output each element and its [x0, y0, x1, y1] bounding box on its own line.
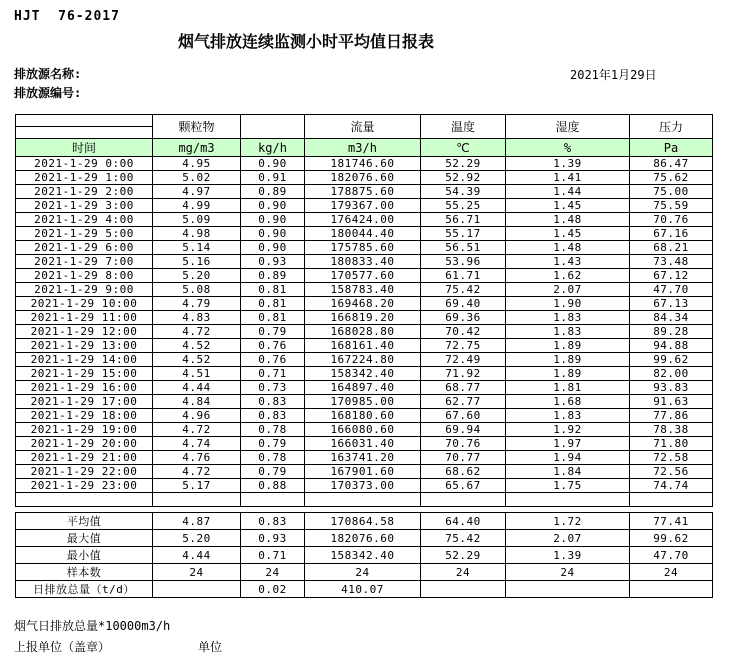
table-cell: 52.29: [421, 157, 506, 171]
table-cell: 0.81: [241, 311, 305, 325]
table-cell: 最大值: [16, 530, 153, 547]
table-cell: 5.20: [153, 269, 241, 283]
table-cell: 84.34: [630, 311, 713, 325]
table-row: [16, 423, 713, 437]
table-cell: 2021-1-29 18:00: [16, 409, 153, 423]
table-cell: 180833.40: [305, 255, 421, 269]
monitoring-table: [15, 114, 713, 507]
header-pressure: 压力: [630, 115, 713, 139]
table-cell: 4.52: [153, 353, 241, 367]
table-cell: 0.76: [241, 339, 305, 353]
table-cell: 68.77: [421, 381, 506, 395]
table-cell: 2021-1-29 19:00: [16, 423, 153, 437]
table-cell: [630, 493, 713, 507]
table-cell: 平均值: [16, 513, 153, 530]
table-row: [16, 581, 713, 598]
table-cell: 180044.40: [305, 227, 421, 241]
table-cell: 4.97: [153, 185, 241, 199]
table-cell: 2021-1-29 9:00: [16, 283, 153, 297]
table-cell: 4.72: [153, 325, 241, 339]
table-cell: 69.94: [421, 423, 506, 437]
table-cell: 2021-1-29 16:00: [16, 381, 153, 395]
table-cell: 4.44: [153, 547, 241, 564]
table-cell: 70.76: [421, 437, 506, 451]
table-cell: 1.83: [506, 311, 630, 325]
table-cell: 1.45: [506, 199, 630, 213]
table-row: [16, 381, 713, 395]
table-cell: 93.83: [630, 381, 713, 395]
table-cell: 2021-1-29 13:00: [16, 339, 153, 353]
table-cell: 69.40: [421, 297, 506, 311]
table-cell: 1.84: [506, 465, 630, 479]
table-cell: 1.62: [506, 269, 630, 283]
summary-table: [15, 512, 713, 598]
table-cell: 4.74: [153, 437, 241, 451]
table-cell: 0.90: [241, 199, 305, 213]
table-cell: 67.16: [630, 227, 713, 241]
table-cell: 0.73: [241, 381, 305, 395]
table-row: [16, 395, 713, 409]
table-cell: 2021-1-29 17:00: [16, 395, 153, 409]
unit-kg-h: kg/h: [241, 139, 305, 157]
table-cell: 62.77: [421, 395, 506, 409]
table-cell: 70.77: [421, 451, 506, 465]
table-cell: 2.07: [506, 530, 630, 547]
table-cell: 2021-1-29 23:00: [16, 479, 153, 493]
table-cell: 1.41: [506, 171, 630, 185]
table-cell: 410.07: [305, 581, 421, 598]
header-time: 时间: [16, 139, 153, 157]
table-cell: 1.72: [506, 513, 630, 530]
table-cell: 0.83: [241, 395, 305, 409]
table-cell: 68.21: [630, 241, 713, 255]
table-cell: [421, 493, 506, 507]
table-row: [16, 227, 713, 241]
table-cell: 170373.00: [305, 479, 421, 493]
table-cell: 166080.60: [305, 423, 421, 437]
table-cell: 1.75: [506, 479, 630, 493]
table-cell: 2021-1-29 8:00: [16, 269, 153, 283]
table-cell: 182076.60: [305, 530, 421, 547]
table-cell: 0.89: [241, 185, 305, 199]
table-cell: 1.44: [506, 185, 630, 199]
table-cell: 2021-1-29 5:00: [16, 227, 153, 241]
table-cell: 64.40: [421, 513, 506, 530]
table-cell: 4.87: [153, 513, 241, 530]
table-cell: 4.83: [153, 311, 241, 325]
table-cell: 0.81: [241, 297, 305, 311]
table-cell: 0.83: [241, 513, 305, 530]
table-cell: 0.88: [241, 479, 305, 493]
table-cell: 163741.20: [305, 451, 421, 465]
table-row: [16, 367, 713, 381]
report-table-area: [15, 114, 714, 598]
table-cell: 0.79: [241, 465, 305, 479]
table-cell: 5.16: [153, 255, 241, 269]
table-cell: 176424.00: [305, 213, 421, 227]
table-cell: 0.89: [241, 269, 305, 283]
table-cell: 71.92: [421, 367, 506, 381]
table-cell: 158342.40: [305, 367, 421, 381]
table-row: [16, 530, 713, 547]
table-cell: 82.00: [630, 367, 713, 381]
table-cell: 54.39: [421, 185, 506, 199]
table-cell: 1.45: [506, 227, 630, 241]
table-cell: 5.20: [153, 530, 241, 547]
table-cell: 1.39: [506, 157, 630, 171]
daily-total-note: 烟气日排放总量*10000m3/h: [14, 619, 171, 633]
table-cell: 78.38: [630, 423, 713, 437]
table-cell: 0.71: [241, 547, 305, 564]
table-cell: 178875.60: [305, 185, 421, 199]
table-cell: 4.72: [153, 465, 241, 479]
table-cell: 75.62: [630, 171, 713, 185]
report-unit-label: 上报单位（盖章）: [14, 640, 111, 654]
table-row: [16, 325, 713, 339]
table-cell: 1.90: [506, 297, 630, 311]
table-cell: 91.63: [630, 395, 713, 409]
table-cell: 74.74: [630, 479, 713, 493]
table-cell: 158783.40: [305, 283, 421, 297]
table-cell: 0.71: [241, 367, 305, 381]
unit-pa: Pa: [630, 139, 713, 157]
table-row: [16, 185, 713, 199]
table-cell: 1.68: [506, 395, 630, 409]
table-row: [16, 493, 713, 507]
table-cell: 1.92: [506, 423, 630, 437]
summary-rows: [16, 513, 713, 598]
table-cell: 72.56: [630, 465, 713, 479]
unit-celsius: ℃: [421, 139, 506, 157]
header-blank-bottom: [16, 127, 153, 139]
table-cell: 4.51: [153, 367, 241, 381]
table-cell: 70.42: [421, 325, 506, 339]
table-cell: 68.62: [421, 465, 506, 479]
table-row: [16, 269, 713, 283]
header-blank-kg: [241, 115, 305, 139]
unit-percent: %: [506, 139, 630, 157]
table-cell: 170577.60: [305, 269, 421, 283]
standard-code: HJT 76-2017: [14, 9, 120, 24]
table-cell: 2.07: [506, 283, 630, 297]
table-row: [16, 339, 713, 353]
table-cell: 61.71: [421, 269, 506, 283]
table-cell: 67.13: [630, 297, 713, 311]
table-cell: 24: [630, 564, 713, 581]
table-cell: 170864.58: [305, 513, 421, 530]
table-cell: 0.81: [241, 283, 305, 297]
table-cell: 4.84: [153, 395, 241, 409]
table-cell: 0.78: [241, 451, 305, 465]
unit-m3-h: m3/h: [305, 139, 421, 157]
report-date: 2021年1月29日: [570, 68, 657, 82]
table-cell: 0.90: [241, 227, 305, 241]
table-cell: 170985.00: [305, 395, 421, 409]
table-row: [16, 311, 713, 325]
table-cell: 1.83: [506, 325, 630, 339]
unit-label: 单位: [198, 640, 223, 654]
table-cell: [421, 581, 506, 598]
table-cell: 75.42: [421, 283, 506, 297]
table-cell: 99.62: [630, 530, 713, 547]
table-cell: 5.08: [153, 283, 241, 297]
table-cell: 86.47: [630, 157, 713, 171]
table-cell: 2021-1-29 2:00: [16, 185, 153, 199]
table-cell: 4.72: [153, 423, 241, 437]
table-cell: 0.79: [241, 325, 305, 339]
header-group-row: [16, 115, 713, 127]
table-cell: 1.94: [506, 451, 630, 465]
table-cell: 52.29: [421, 547, 506, 564]
table-cell: 2021-1-29 20:00: [16, 437, 153, 451]
table-cell: 182076.60: [305, 171, 421, 185]
table-row: [16, 547, 713, 564]
table-cell: 1.48: [506, 241, 630, 255]
table-cell: 65.67: [421, 479, 506, 493]
hourly-rows: [16, 157, 713, 507]
table-cell: 71.80: [630, 437, 713, 451]
table-cell: 75.59: [630, 199, 713, 213]
table-row: [16, 479, 713, 493]
header-temperature: 温度: [421, 115, 506, 139]
table-cell: 175785.60: [305, 241, 421, 255]
header-humidity: 湿度: [506, 115, 630, 139]
table-row: [16, 409, 713, 423]
table-cell: 77.41: [630, 513, 713, 530]
table-row: [16, 513, 713, 530]
table-cell: [506, 493, 630, 507]
table-cell: 2021-1-29 11:00: [16, 311, 153, 325]
table-cell: 1.97: [506, 437, 630, 451]
table-cell: 69.36: [421, 311, 506, 325]
table-cell: 0.93: [241, 530, 305, 547]
table-cell: 168028.80: [305, 325, 421, 339]
table-cell: 5.14: [153, 241, 241, 255]
table-cell: 72.75: [421, 339, 506, 353]
table-cell: 47.70: [630, 283, 713, 297]
table-cell: 2021-1-29 7:00: [16, 255, 153, 269]
table-cell: 0.02: [241, 581, 305, 598]
table-cell: 1.43: [506, 255, 630, 269]
table-cell: 52.92: [421, 171, 506, 185]
table-row: [16, 241, 713, 255]
table-cell: 168180.60: [305, 409, 421, 423]
table-cell: 2021-1-29 21:00: [16, 451, 153, 465]
table-cell: 55.25: [421, 199, 506, 213]
table-cell: 0.79: [241, 437, 305, 451]
table-cell: 1.83: [506, 409, 630, 423]
table-row: [16, 213, 713, 227]
table-row: [16, 297, 713, 311]
table-cell: 2021-1-29 15:00: [16, 367, 153, 381]
table-cell: 169468.20: [305, 297, 421, 311]
table-cell: 1.81: [506, 381, 630, 395]
table-cell: [241, 493, 305, 507]
table-cell: 2021-1-29 0:00: [16, 157, 153, 171]
table-cell: 5.02: [153, 171, 241, 185]
table-cell: 4.44: [153, 381, 241, 395]
table-cell: 94.88: [630, 339, 713, 353]
table-row: [16, 283, 713, 297]
table-cell: 5.09: [153, 213, 241, 227]
table-cell: 72.49: [421, 353, 506, 367]
table-cell: 24: [506, 564, 630, 581]
table-cell: 2021-1-29 22:00: [16, 465, 153, 479]
table-cell: 4.79: [153, 297, 241, 311]
header-flow: 流量: [305, 115, 421, 139]
table-cell: 166031.40: [305, 437, 421, 451]
table-cell: 日排放总量（t/d）: [16, 581, 153, 598]
table-cell: 2021-1-29 14:00: [16, 353, 153, 367]
table-cell: [153, 581, 241, 598]
table-cell: 181746.60: [305, 157, 421, 171]
table-cell: 24: [153, 564, 241, 581]
table-cell: 4.98: [153, 227, 241, 241]
table-cell: 2021-1-29 1:00: [16, 171, 153, 185]
table-cell: [153, 493, 241, 507]
table-cell: 24: [421, 564, 506, 581]
table-cell: 47.70: [630, 547, 713, 564]
table-cell: 2021-1-29 4:00: [16, 213, 153, 227]
unit-mg-m3: mg/m3: [153, 139, 241, 157]
table-cell: 166819.20: [305, 311, 421, 325]
table-cell: [506, 581, 630, 598]
table-cell: 67.60: [421, 409, 506, 423]
table-row: [16, 199, 713, 213]
table-cell: [16, 493, 153, 507]
table-cell: 0.93: [241, 255, 305, 269]
table-row: [16, 451, 713, 465]
table-cell: 1.39: [506, 547, 630, 564]
table-cell: 0.83: [241, 409, 305, 423]
table-cell: 73.48: [630, 255, 713, 269]
table-cell: 1.89: [506, 353, 630, 367]
header-particulate: 颗粒物: [153, 115, 241, 139]
header-unit-row: [16, 139, 713, 157]
table-cell: 2021-1-29 6:00: [16, 241, 153, 255]
table-cell: 24: [241, 564, 305, 581]
table-cell: 67.12: [630, 269, 713, 283]
table-cell: 99.62: [630, 353, 713, 367]
table-cell: 1.48: [506, 213, 630, 227]
header-blank-top: [16, 115, 153, 127]
table-cell: 样本数: [16, 564, 153, 581]
table-cell: 0.90: [241, 241, 305, 255]
table-cell: 0.78: [241, 423, 305, 437]
table-cell: 75.00: [630, 185, 713, 199]
table-cell: 164897.40: [305, 381, 421, 395]
table-row: [16, 157, 713, 171]
table-cell: 4.96: [153, 409, 241, 423]
table-cell: 158342.40: [305, 547, 421, 564]
table-row: [16, 255, 713, 269]
table-cell: 0.76: [241, 353, 305, 367]
table-cell: 167901.60: [305, 465, 421, 479]
table-cell: 2021-1-29 12:00: [16, 325, 153, 339]
table-cell: 53.96: [421, 255, 506, 269]
table-cell: 4.76: [153, 451, 241, 465]
table-cell: 5.17: [153, 479, 241, 493]
table-cell: 4.95: [153, 157, 241, 171]
table-cell: 2021-1-29 3:00: [16, 199, 153, 213]
table-cell: [630, 581, 713, 598]
table-cell: 0.90: [241, 213, 305, 227]
table-row: [16, 353, 713, 367]
table-cell: 56.51: [421, 241, 506, 255]
page-title: 烟气排放连续监测小时平均值日报表: [177, 32, 434, 51]
table-cell: 72.58: [630, 451, 713, 465]
table-row: [16, 564, 713, 581]
table-cell: 89.28: [630, 325, 713, 339]
table-cell: 1.89: [506, 367, 630, 381]
table-row: [16, 437, 713, 451]
source-id-label: 排放源编号:: [14, 86, 82, 100]
table-cell: 167224.80: [305, 353, 421, 367]
table-cell: 最小值: [16, 547, 153, 564]
source-name-label: 排放源名称:: [14, 67, 82, 81]
table-cell: 2021-1-29 10:00: [16, 297, 153, 311]
table-cell: 56.71: [421, 213, 506, 227]
table-cell: 4.99: [153, 199, 241, 213]
table-cell: 0.91: [241, 171, 305, 185]
table-cell: 77.86: [630, 409, 713, 423]
table-cell: 1.89: [506, 339, 630, 353]
table-cell: 75.42: [421, 530, 506, 547]
table-cell: 70.76: [630, 213, 713, 227]
table-cell: 179367.00: [305, 199, 421, 213]
table-cell: [305, 493, 421, 507]
table-cell: 24: [305, 564, 421, 581]
table-row: [16, 465, 713, 479]
table-row: [16, 171, 713, 185]
table-cell: 0.90: [241, 157, 305, 171]
table-cell: 55.17: [421, 227, 506, 241]
table-cell: 4.52: [153, 339, 241, 353]
table-cell: 168161.40: [305, 339, 421, 353]
